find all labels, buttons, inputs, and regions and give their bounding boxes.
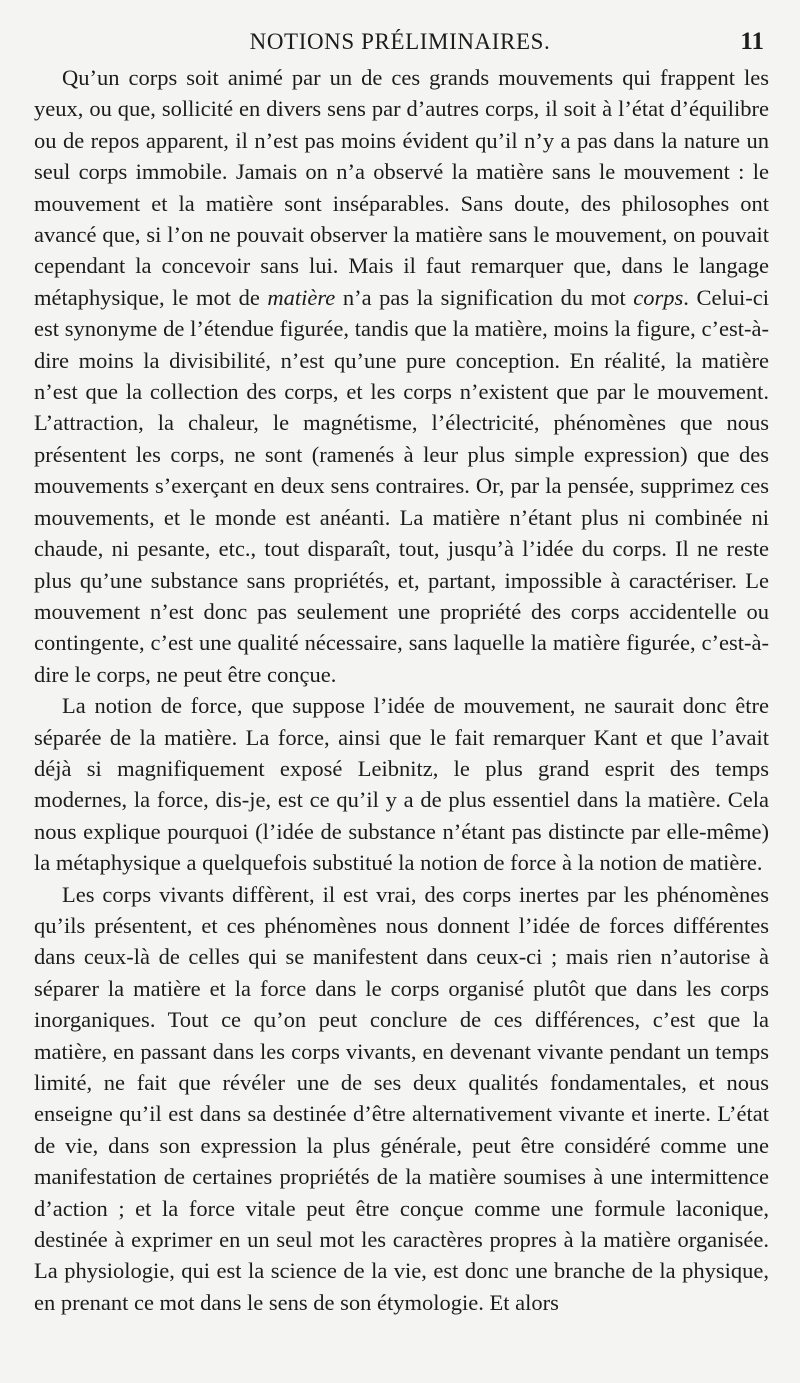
paragraph-3: Les corps vivants diffèrent, il est vrai, des corps inertes par les phénomènes qu’ils présentent, et ces phénomènes nous donnent l’idée de forces différentes dans ceux-là de celles qui se manifestent dans ceux-ci ; mais rien n’autorise à séparer la matière et la force dans le corps organisé plutôt que dans les corps inorganiques. Tout ce qu’on peut conclure de ces différences, c’est que la matière, en passant dans les corps vivants, en devenant vivante pendant un temps limité, ne fait que révéler une de ses deux qualités fondamentales, et nous enseigne qu’il est dans sa destinée d’être alternativement vivante et inerte. L’état de vie, dans son expression la plus générale, peut être considéré comme une manifestation de certaines propriétés de la matière soumises à une intermittence d’action ; et la force vitale peut être conçue comme une formule laconique, destinée à exprimer en un seul mot les caractères propres à la matière organisée. La physiologie, qui est la science de la vie, est donc une branche de la physique, en prenant ce mot dans le sens de son étymologie. Et alors [34, 881, 769, 1315]
page-number: 11 [740, 28, 764, 55]
italic-term-matiere: matière [267, 284, 336, 310]
page-header [36, 24, 764, 60]
paragraph-1-text-a: Qu’un corps soit animé par un de ces grands mouvements qui frappent les yeux, ou que, sollicité en divers sens par d’autres corps, il soit à l’état d’équilibre ou de repos apparent, il n’est pas moins évident qu’il n’y a pas dans la nature un seul corps immobile. Jamais on n’a observé la matière sans le mouvement : le mouvement et la matière sont inséparables. Sans doute, des philosophes ont avancé que, si l’on ne pouvait observer la matière sans le mouvement, on pouvait cependant la concevoir sans lui. Mais il faut remarquer que, dans le langage métaphysique, le mot de [34, 65, 769, 310]
running-title: NOTIONS PRÉLIMINAIRES. [249, 29, 551, 54]
paragraph-1-text-c: . Celui-ci est synonyme de l’étendue figurée, tandis que la matière, moins la figure, c’est-à-dire moins la divisibilité, n’est qu’une pure conception. En réalité, la matière n’est que la collection des corps, et les corps n’existent que par le mouvement. L’attraction, la chaleur, le magnétisme, l’électricité, phénomènes que nous présentent les corps, ne sont (ramenés à leur plus simple expression) que des mouvements s’exerçant en deux sens contraires. Or, par la pensée, supprimez ces mouvements, et le monde est anéanti. La matière n’étant plus ni combinée ni chaude, ni pesante, etc., tout disparaît, tout, jusqu’à l’idée du corps. Il ne reste plus qu’une substance sans propriétés, et, partant, impossible à caractériser. Le mouvement n’est donc pas seulement une propriété des corps accidentelle ou contingente, c’est une qualité nécessaire, sans laquelle la matière figurée, c’est-à-dire le corps, ne peut être conçue. [34, 284, 769, 687]
paragraph-2: La notion de force, que suppose l’idée de mouvement, ne saurait donc être séparée de la matière. La force, ainsi que le fait remarquer Kant et que l’avait déjà si magnifiquement exposé Leibnitz, le plus grand esprit des temps modernes, la force, dis-je, est ce qu’il y a de plus essentiel dans la matière. Cela nous explique pourquoi (l’idée de substance n’étant pas distincte par elle-même) la métaphysique a quelquefois substitué la notion de force à la notion de matière. [34, 693, 769, 876]
paragraph-1-text-b: n’a pas la signification du mot [335, 284, 634, 310]
body-text [34, 62, 769, 1318]
italic-term-corps: corps [633, 284, 684, 310]
paragraph-1 [34, 62, 769, 690]
